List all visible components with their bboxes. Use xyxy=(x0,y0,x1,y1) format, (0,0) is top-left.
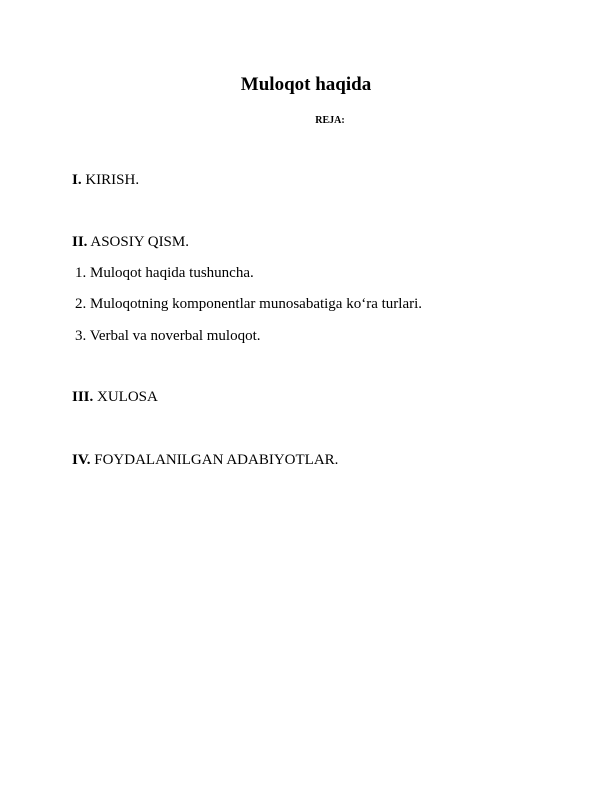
section-main xyxy=(72,232,189,252)
section-references xyxy=(72,450,338,470)
section-numeral: I. xyxy=(72,172,82,188)
plan-item: 2. Muloqotning komponentlar munosabatiga ko‘ra turlari. xyxy=(75,296,423,312)
section-numeral: IV. xyxy=(72,452,91,468)
plan-item: 3. Verbal va noverbal muloqot. xyxy=(75,328,261,344)
section-conclusion xyxy=(72,387,158,407)
section-numeral: II. xyxy=(72,234,88,250)
plan-heading: REJA: xyxy=(315,115,345,126)
section-label: XULOSA xyxy=(93,389,158,405)
section-intro xyxy=(72,170,139,190)
document-title: Muloqot haqida xyxy=(240,74,372,95)
section-numeral: III. xyxy=(72,389,94,405)
section-label: KIRISH. xyxy=(81,172,140,188)
section-label: ASOSIY QISM. xyxy=(87,234,189,250)
plan-item: 1. Muloqot haqida tushuncha. xyxy=(75,265,254,281)
section-label: FOYDALANILGAN ADABIYOTLAR. xyxy=(90,452,339,468)
